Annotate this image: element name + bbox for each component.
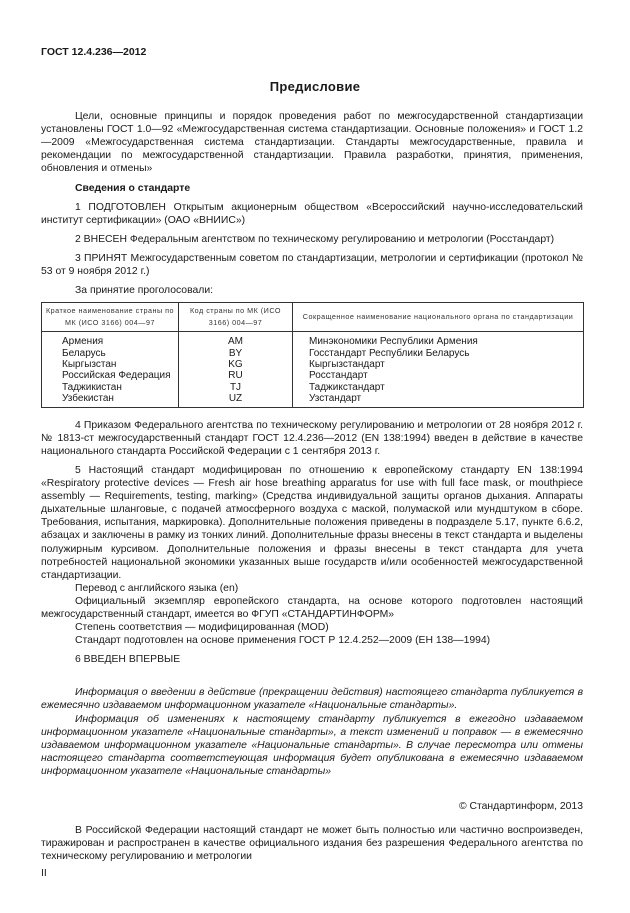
country-name-cell: Беларусь — [42, 348, 179, 359]
item-3: 3 ПРИНЯТ Межгосударственным советом по стандартизации, метрологии и сертификации (протокол № 53 от 9 ноября 2012 г.) — [41, 252, 583, 278]
country-code-cell: TJ — [179, 382, 293, 393]
standards-body-cell: Минэкономики Республики Армения — [293, 332, 584, 348]
page-number: II — [41, 868, 47, 880]
items-section — [41, 419, 583, 667]
table-row — [42, 370, 584, 381]
table-row — [42, 332, 584, 348]
item-1: 1 ПОДГОТОВЛЕН Открытым акционерным обществом «Всероссийский научно-исследовательский институт сертификации» (ОАО «ВНИИС») — [41, 201, 583, 226]
country-name-cell: Таджикистан — [42, 382, 179, 393]
standards-body-cell: Таджикстандарт — [293, 382, 584, 393]
country-name-cell: Кыргызстан — [42, 359, 179, 370]
legal-notice: В Российской Федерации настоящий стандарт не может быть полностью или частично воспроизведен, тиражирован и распространен в качестве официального издания без разрешения Федерального агентства по техническому регулированию и метрологии — [41, 825, 583, 863]
item-5: 5 Настоящий стандарт модифицирован по отношению к европейскому стандарту EN 138:1994 «Respiratory protective devices — Fresh air hose breathing apparatus for use with full face mask, or mouthpiece assembly — Requirements, testing, marking» (Средства индивидуальной защиты органов дыхания. Аппараты дыхательные шланговые, с подачей атмосферного воздуха с маской, полумаской или мундштуком в сборе. Требования, испытания, маркировка). Дополнительные положения приведены в подразделе 5.17, пункте 6.6.2, абзацах и заключены в рамку из тонких линий. Дополнительные фразы внесены в текст стандарта и выделены полужирным курсивом. Дополнительные положения и фразы внесены в текст стандарта для учета потребностей национальной экономики указанных выше государств и/или особенностей межгосударственной стандартизации. — [41, 464, 583, 581]
info-paragraph-2: Информация об изменениях к настоящему стандарту публикуется в ежегодно издаваемом информационном указателе «Национальные стандарты», а текст изменений и поправок — в ежемесячно издаваемом информационном указателе «Национальные стандарты». В случае пересмотра или отмены настоящего стандарта соответстеующая информация будет опубликована в ежемесячно издаваемом информационном указателе «Национальные стандарты» — [41, 713, 583, 777]
country-name-cell: Армения — [42, 332, 179, 348]
item-5-official: Официальный экземпляр европейского стандарта, на основе которого подготовлен настоящий межгосударственный стандарт, имеется во ФГУП «СТАНДАРТИНФОРМ» — [41, 595, 583, 620]
standards-body-cell: Госстандарт Республики Беларусь — [293, 348, 584, 359]
table-row — [42, 382, 584, 393]
table-header: Код страны по МК (ИСО 3166) 004—97 — [179, 303, 293, 332]
country-code-cell: RU — [179, 370, 293, 381]
item-2: 2 ВНЕСЕН Федеральным агентством по техническому регулированию и метрологии (Росстандарт) — [75, 233, 555, 245]
standards-body-cell: Кыргызстандарт — [293, 359, 584, 370]
item-5-basis: Стандарт подготовлен на основе применения ГОСТ Р 12.4.252—2009 (ЕН 138—1994) — [75, 635, 491, 647]
section-heading: Сведения о стандарте — [75, 182, 191, 194]
standards-body-cell: Росстандарт — [293, 370, 584, 381]
item-4: 4 Приказом Федерального агентства по техническому регулированию и метрологии от 28 ноября 2012 г. № 1813-ст межгосударственный стандарт ГОСТ 12.4.236—2012 (EN 138:1994) введен в действие в качестве национального стандарта Российской Федерации с 1 сентября 2013 г. — [41, 419, 583, 457]
table-header: Краткое наименование страны по МК (ИСО 3166) 004—97 — [42, 303, 179, 332]
country-code-cell: KG — [179, 359, 293, 370]
country-name-cell: Узбекистан — [42, 393, 179, 407]
country-code-cell: AM — [179, 332, 293, 348]
standards-body-cell: Узстандарт — [293, 393, 584, 407]
table-header: Сокращенное наименование национального органа по стандартизации — [293, 303, 584, 332]
legal-section — [41, 824, 583, 863]
table-row — [42, 393, 584, 407]
country-code-cell: BY — [179, 348, 293, 359]
info-paragraph-1: Информация о введении в действие (прекращении действия) настоящего стандарта публикуется в ежемесячно издаваемом информационном указателе «Национальные стандарты». — [41, 687, 583, 712]
copyright: © Стандартинформ, 2013 — [458, 801, 583, 812]
table-row — [42, 348, 584, 359]
vote-label: За принятие проголосовали: — [75, 285, 214, 297]
voting-table — [41, 302, 584, 407]
intro-section — [41, 110, 583, 297]
info-section — [41, 686, 583, 778]
country-name-cell: Российская Федерация — [42, 370, 179, 381]
page-title: Предисловие — [269, 79, 361, 95]
document-header: ГОСТ 12.4.236—2012 — [41, 46, 147, 58]
table-row — [42, 359, 584, 370]
intro-paragraph: Цели, основные принципы и порядок проведения работ по межгосударственной стандартизации установлены ГОСТ 1.0—92 «Межгосударственная система стандартизации. Основные положения» и ГОСТ 1.2—2009 «Межгосударственная система стандартизации. Стандарты межгосударственные, правила и рекомендации по межгосударственной стандартизации. Правила разработки, принятия, применения, обновления и отмены» — [41, 111, 583, 175]
item-5-translation: Перевод с английского языка (en) — [75, 582, 239, 594]
table-header-row — [42, 303, 584, 332]
item-5-degree: Степень соответствия — модифицированная (MOD) — [75, 622, 329, 634]
item-6: 6 ВВЕДЕН ВПЕРВЫЕ — [75, 654, 181, 666]
country-code-cell: UZ — [179, 393, 293, 407]
